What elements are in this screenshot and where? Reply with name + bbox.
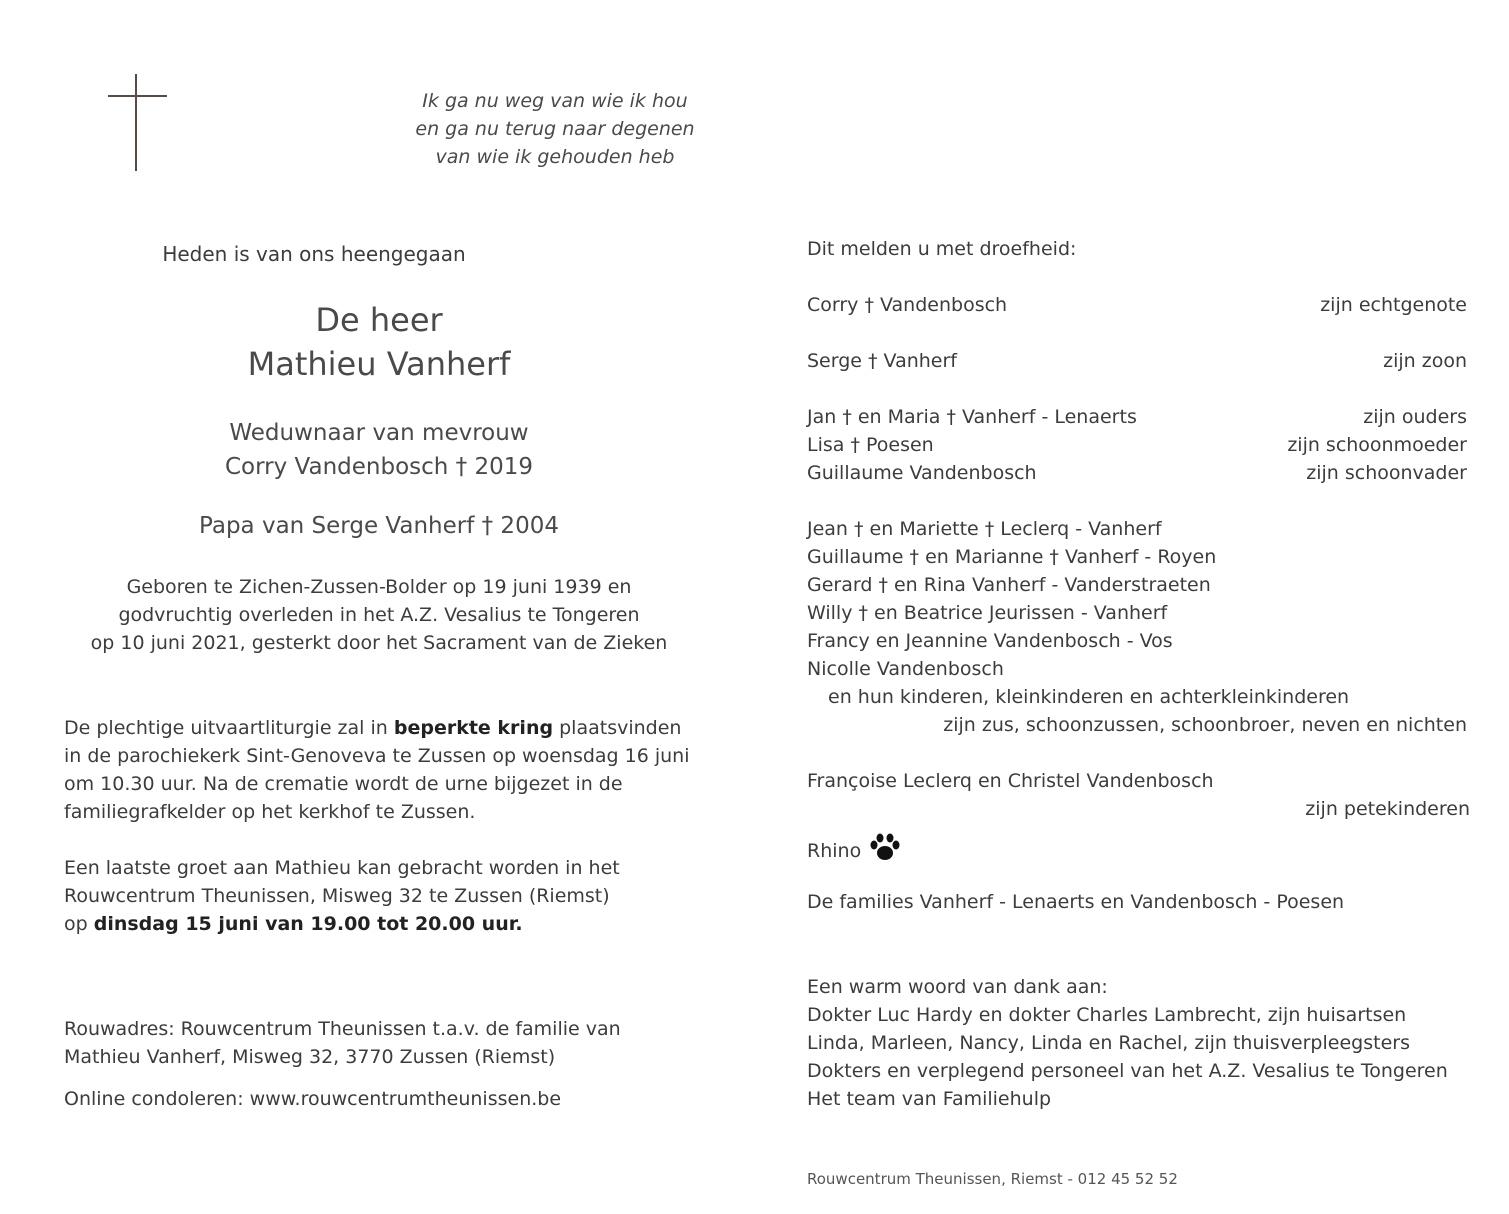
papa-note: Papa van Serge Vanherf † 2004 bbox=[199, 513, 559, 539]
born-line: op 10 juni 2021, gesterkt door het Sacrament van de Zieken bbox=[90, 632, 668, 654]
family-list bbox=[807, 235, 1470, 873]
widow-line: Weduwnaar van mevrouw bbox=[229, 420, 529, 446]
title-line: De heer bbox=[315, 301, 443, 339]
footer: Rouwcentrum Theunissen, Riemst - 012 45 52 52 bbox=[807, 1170, 1178, 1188]
greeting-info bbox=[64, 854, 744, 938]
family-relation: zijn zoon bbox=[1383, 350, 1467, 372]
cross-icon-horizontal bbox=[108, 95, 167, 97]
sibling-row: Guillaume † en Marianne † Vanherf - Royen bbox=[807, 546, 1217, 568]
born-line: godvruchtig overleden in het A.Z. Vesalius te Tongeren bbox=[118, 604, 640, 626]
sibling-row: Francy en Jeannine Vandenbosch - Vos bbox=[807, 630, 1173, 652]
intro-label: Heden is van ons heengegaan bbox=[162, 242, 466, 266]
sibling-row: Willy † en Beatrice Jeurissen - Vanherf bbox=[807, 602, 1168, 624]
thanks-line: Dokter Luc Hardy en dokter Charles Lambrecht, zijn huisartsen bbox=[807, 1004, 1407, 1026]
text: Rouwcentrum Theunissen, Misweg 32 te Zussen (Riemst) bbox=[64, 885, 610, 907]
online-condolence[interactable]: Online condoleren: www.rouwcentrumtheunissen.be bbox=[64, 1088, 562, 1110]
text: Mathieu Vanherf, Misweg 32, 3770 Zussen (Riemst) bbox=[64, 1046, 556, 1068]
family-row bbox=[807, 459, 1467, 487]
family-relation: zijn ouders bbox=[1363, 406, 1467, 428]
text-bold: dinsdag 15 juni van 19.00 tot 20.00 uur. bbox=[93, 913, 523, 935]
godchildren-relation-row bbox=[807, 795, 1470, 823]
families-text: De families Vanherf - Lenaerts en Vandenbosch - Poesen bbox=[807, 891, 1345, 913]
birth-death-info bbox=[64, 573, 694, 657]
family-name: Jan † en Maria † Vanherf - Lenaerts bbox=[807, 406, 1137, 428]
paw-icon bbox=[869, 833, 901, 871]
text: familiegrafkelder op het kerkhof te Zussen. bbox=[64, 801, 476, 823]
family-row bbox=[807, 347, 1467, 375]
poem-line: van wie ik gehouden heb bbox=[435, 146, 675, 168]
thanks-line: Linda, Marleen, Nancy, Linda en Rachel, zijn thuisverpleegsters bbox=[807, 1032, 1410, 1054]
poem bbox=[350, 87, 760, 171]
sibling-row: Nicolle Vandenbosch bbox=[807, 658, 1004, 680]
text: Een laatste groet aan Mathieu kan gebracht worden in het bbox=[64, 857, 620, 879]
family-name: Corry † Vandenbosch bbox=[807, 294, 1008, 316]
poem-line: Ik ga nu weg van wie ik hou bbox=[422, 90, 688, 112]
cross-icon-vertical bbox=[135, 74, 137, 171]
pet-row bbox=[807, 823, 1467, 873]
mourning-address bbox=[64, 1015, 744, 1071]
widow-note bbox=[64, 416, 694, 484]
family-row bbox=[807, 291, 1467, 319]
born-line: Geboren te Zichen-Zussen-Bolder op 19 juni 1939 en bbox=[126, 576, 632, 598]
godchildren-row: Françoise Leclerq en Christel Vandenbosch bbox=[807, 770, 1214, 792]
family-header: Dit melden u met droefheid: bbox=[807, 238, 1077, 260]
funeral-info bbox=[64, 714, 744, 826]
text: De plechtige uitvaartliturgie zal in bbox=[64, 717, 394, 739]
family-relation: zijn schoonmoeder bbox=[1287, 434, 1467, 456]
children-line: en hun kinderen, kleinkinderen en achterkleinkinderen bbox=[828, 686, 1350, 708]
family-relation: zijn schoonvader bbox=[1306, 462, 1467, 484]
text-bold: beperkte kring bbox=[393, 717, 554, 739]
thanks-line: Het team van Familiehulp bbox=[807, 1088, 1052, 1110]
family-relation: zijn zus, schoonzussen, schoonbroer, neven en nichten bbox=[943, 714, 1467, 736]
text: in de parochiekerk Sint-Genoveva te Zussen op woensdag 16 juni bbox=[64, 745, 690, 767]
title-line: Mathieu Vanherf bbox=[247, 345, 511, 383]
thanks-line: Dokters en verplegend personeel van het A.Z. Vesalius te Tongeren bbox=[807, 1060, 1448, 1082]
text: om 10.30 uur. Na de crematie wordt de urne bijgezet in de bbox=[64, 773, 623, 795]
pet-name: Rhino bbox=[807, 840, 862, 862]
sibling-row: Jean † en Mariette † Leclerq - Vanherf bbox=[807, 518, 1162, 540]
text: plaatsvinden bbox=[553, 717, 682, 739]
thanks-block bbox=[807, 973, 1467, 1113]
family-name: Serge † Vanherf bbox=[807, 350, 957, 372]
family-name: Guillaume Vandenbosch bbox=[807, 462, 1037, 484]
intro-text bbox=[64, 242, 694, 266]
family-name: Lisa † Poesen bbox=[807, 434, 934, 456]
family-row bbox=[807, 431, 1467, 459]
thanks-line: Een warm woord van dank aan: bbox=[807, 976, 1108, 998]
sibling-row: Gerard † en Rina Vanherf - Vanderstraeten bbox=[807, 574, 1211, 596]
deceased-name bbox=[64, 298, 694, 386]
family-relation: zijn petekinderen bbox=[1305, 798, 1470, 820]
poem-line: en ga nu terug naar degenen bbox=[415, 118, 695, 140]
siblings-relation-row bbox=[807, 711, 1467, 739]
families-line bbox=[807, 888, 1467, 916]
text: op bbox=[64, 913, 94, 935]
family-row bbox=[807, 403, 1467, 431]
widow-line: Corry Vandenbosch † 2019 bbox=[224, 454, 534, 480]
family-relation: zijn echtgenote bbox=[1320, 294, 1467, 316]
text: Rouwadres: Rouwcentrum Theunissen t.a.v. de familie van bbox=[64, 1018, 621, 1040]
